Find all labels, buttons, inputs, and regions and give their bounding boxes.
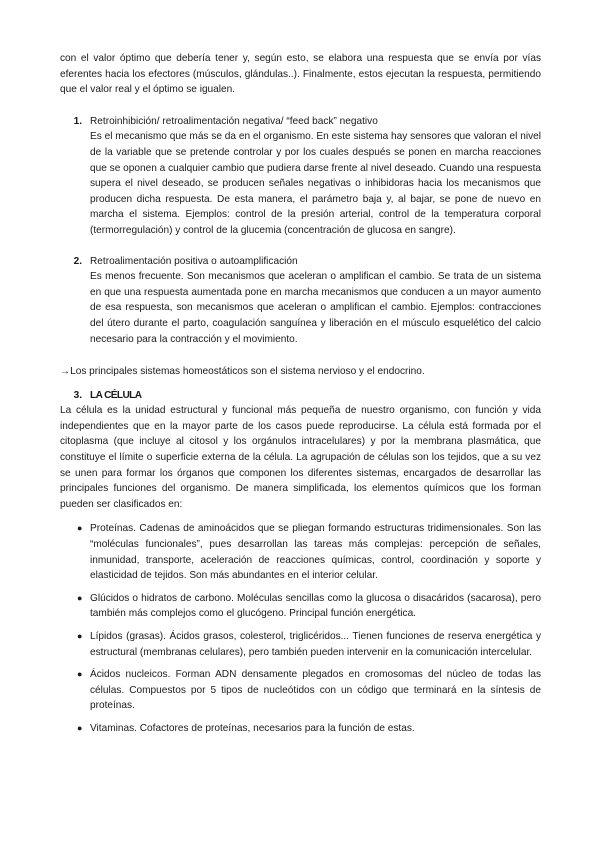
list-item	[60, 721, 541, 737]
bullet-icon: ●	[77, 669, 83, 680]
list-item	[60, 521, 541, 583]
list-item-number: 2.	[73, 255, 82, 267]
list-item	[60, 667, 541, 714]
bullet-text: Vitaminas. Cofactores de proteínas, necesarios para la función de estas.	[90, 722, 415, 734]
bullet-text: Proteínas. Cadenas de aminoácidos que se pliegan formando estructuras tridimensionales. Son las “moléculas funcionales”, pues desarrollan las tareas más complejas: percepción de señales, inmunidad, transporte, aceleración de reacciones químicas, control, coordinación y soporte y elasticidad de tejidos. Son más abundantes en el interior celular.	[90, 523, 541, 582]
bullet-text: Ácidos nucleicos. Forman ADN densamente plegados en cromosomas del núcleo de todas las células. Compuestos por 5 tipos de nucleótidos con un código que terminará en la síntesis de proteínas.	[90, 669, 541, 712]
bullet-icon: ●	[77, 592, 83, 603]
bullet-icon: ●	[77, 631, 83, 641]
section-title: LA CÉLULA	[90, 389, 142, 401]
list-item-body: Es el mecanismo que más se da en el organismo. En este sistema hay sensores que valoran el nivel de la variable que se pretende controlar y por los cuales después se ponen en marcha reacciones que se oponen a cualquier cambio que pudiera darse frente al nivel deseado. Cuando una respuesta supera el nivel deseado, se producen señales negativas o inhibidoras hacia los mecanismos que producen dicha respuesta. De esta manera, el parámetro baja y, al bajar, se pone de nuevo en marcha el sistema. Ejemplos: control de la presión arterial, control de la temperatura corporal (termorregulación) y control de la glucemia (concentración de glucosa en sangre).	[90, 131, 541, 236]
intro-paragraph: con el valor óptimo que debería tener y, según esto, se elabora una respuesta que se envía por vías eferentes hacia los efectores (músculos, glándulas..). Finalmente, estos ejecutan la respuesta, permitiendo que el valor real y el óptimo se igualen.	[60, 53, 541, 96]
bullet-icon: ●	[77, 722, 83, 733]
list-item-body: Es menos frecuente. Son mecanismos que aceleran o amplifican el cambio. Se trata de un sistema en que una respuesta aumentada pone en marcha mecanismos que conducen a un mayor aumento de esa respuesta, son mecanismos que aceleran o amplifican el cambio. Ejemplos: contracciones del útero durante el parto, coagulación sanguínea y liberación en el músculo esquelético del calcio necesario para la contracción y el movimiento.	[90, 271, 541, 345]
bullet-text: Glúcidos o hidratos de carbono. Moléculas sencillas como la glucosa o disacáridos (sacarosa), pero también más complejos como el glucógeno. Principal función energética.	[90, 592, 541, 620]
cell-paragraph: La célula es la unidad estructural y funcional más pequeña de nuestro organismo, con función y vida independientes que en la mayor parte de los casos puede reproducirse. La célula está formada por el citoplasma (que incluye al citosol y los orgánulos intracelulares) y por la membrana plasmática, que constituye el límite o superficie externa de la célula. La agrupación de células son los tejidos, que a su vez se unen para formar los órganos que componen los diferentes sistemas, encargados de desarrollar las principales funciones del organismo. De manera simplificada, los elementos químicos que los forman pueden ser clasificados en:	[60, 405, 541, 510]
list-item	[60, 114, 541, 239]
document-page	[60, 51, 541, 744]
list-item-number: 1.	[73, 115, 82, 127]
list-item	[60, 254, 541, 348]
chemical-elements-list	[60, 521, 541, 736]
arrow-note: →Los principales sistemas homeostáticos son el sistema nervioso y el endocrino.	[60, 366, 425, 378]
section-number: 3.	[73, 389, 82, 401]
list-item-title: Retroinhibición/ retroalimentación negativa/ “feed back” negativo	[90, 115, 378, 127]
list-item	[60, 591, 541, 622]
list-item-title: Retroalimentación positiva o autoamplificación	[90, 255, 298, 267]
feedback-list	[60, 114, 541, 347]
bullet-icon: ●	[77, 523, 83, 534]
bullet-text: Lípidos (grasas). Ácidos grasos, colesterol, triglicéridos... Tienen funciones de reserva energética y estructural (membranas celulares), pero también pueden intervenir en la comunicación intercelular.	[90, 631, 541, 658]
section-heading	[60, 388, 541, 404]
list-item	[60, 629, 541, 660]
